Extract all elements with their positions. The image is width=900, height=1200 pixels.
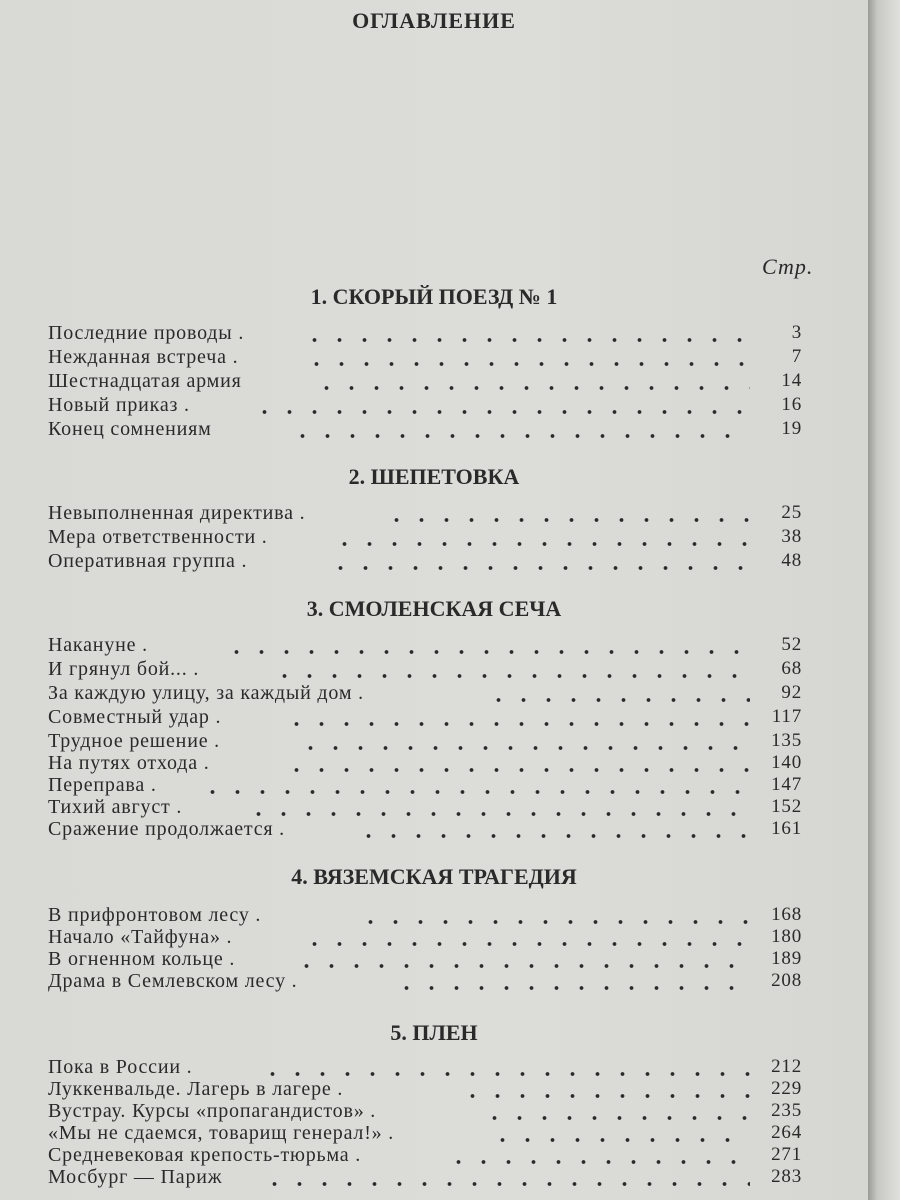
toc-page-number: 264 (771, 1122, 802, 1143)
toc-entry-title: Средневековая крепость-тюрьма . (48, 1144, 362, 1166)
dot-leader (260, 1056, 750, 1078)
toc-entry[interactable] (48, 796, 802, 818)
toc-page-number: 161 (771, 818, 802, 839)
dot-leader (486, 682, 750, 704)
toc-page-number: 117 (771, 706, 802, 727)
dot-leader (224, 634, 750, 656)
toc-page-number: 140 (771, 752, 802, 773)
toc-page-number: 189 (771, 948, 802, 969)
toc-entry-title: Оперативная группа . (48, 550, 248, 572)
toc-entry[interactable] (48, 904, 802, 926)
toc-entry-title: Совместный удар . (48, 706, 222, 728)
toc-entry-title: Начало «Тайфуна» . (48, 926, 233, 948)
page-column-label: Стр. (762, 254, 814, 279)
toc-page-number: 271 (771, 1144, 802, 1165)
section-title: 5. ПЛЕН (390, 1020, 478, 1045)
toc-entry[interactable] (48, 706, 802, 728)
toc-page-number: 168 (771, 904, 802, 925)
toc-entry[interactable] (48, 550, 802, 572)
toc-entry-title: Накануне . (48, 634, 148, 656)
toc-entry[interactable] (48, 682, 802, 704)
toc-entry-title: Сражение продолжается . (48, 818, 285, 840)
dot-leader (304, 346, 750, 368)
toc-entry-title: Мера ответственности . (48, 526, 268, 548)
toc-page-number: 3 (791, 322, 802, 343)
toc-heading: ОГЛАВЛЕНИЕ (352, 8, 516, 33)
toc-entry-title: Невыполненная директива . (48, 502, 306, 524)
toc-page-number: 135 (771, 730, 802, 751)
toc-entry[interactable] (48, 818, 802, 840)
toc-entry-title: Шестнадцатая армия (48, 370, 242, 392)
toc-entry[interactable] (48, 394, 802, 416)
dot-leader (262, 1166, 750, 1188)
dot-leader (252, 394, 750, 416)
toc-page-number: 19 (781, 418, 802, 439)
toc-page-number: 7 (791, 346, 802, 367)
toc-page-number: 52 (781, 634, 802, 655)
dot-leader (328, 550, 750, 572)
dot-leader (460, 1078, 750, 1100)
toc-page-number: 38 (781, 526, 802, 547)
toc-entry[interactable] (48, 658, 802, 680)
toc-entry-title: За каждую улицу, за каждый дом . (48, 682, 364, 704)
toc-entry-title: Пока в России . (48, 1056, 193, 1078)
toc-entry[interactable] (48, 1122, 802, 1144)
toc-entry[interactable] (48, 1166, 802, 1188)
toc-entry-title: Луккенвальде. Лагерь в лагере . (48, 1078, 344, 1100)
toc-entry-title: Драма в Семлевском лесу . (48, 970, 298, 992)
dot-leader (356, 818, 750, 840)
dot-leader (490, 1122, 750, 1144)
toc-entry-title: Переправа . (48, 774, 157, 796)
toc-page-number: 235 (771, 1100, 802, 1121)
dot-leader (332, 526, 750, 548)
toc-page-number: 152 (771, 796, 802, 817)
section-title: 2. ШЕПЕТОВКА (348, 464, 520, 489)
toc-page-number: 147 (771, 774, 802, 795)
toc-entry-title: Трудное решение . (48, 730, 220, 752)
dot-leader (272, 658, 750, 680)
toc-entry[interactable] (48, 346, 802, 368)
toc-entry[interactable] (48, 1056, 802, 1078)
toc-entry[interactable] (48, 418, 802, 440)
dot-leader (290, 418, 750, 440)
toc-entry-title: Новый приказ . (48, 394, 190, 416)
toc-entry[interactable] (48, 774, 802, 796)
toc-entry[interactable] (48, 970, 802, 992)
section-title: 3. СМОЛЕНСКАЯ СЕЧА (306, 596, 562, 621)
toc-page-number: 25 (781, 502, 802, 523)
toc-entry[interactable] (48, 948, 802, 970)
toc-page-number: 212 (771, 1056, 802, 1077)
section-title: 4. ВЯЗЕМСКАЯ ТРАГЕДИЯ (291, 864, 577, 889)
toc-entry-title: Тихий август . (48, 796, 183, 818)
toc-entry-title: Вустрау. Курсы «пропагандистов» . (48, 1100, 377, 1122)
dot-leader (358, 904, 750, 926)
dot-leader (298, 730, 750, 752)
toc-page-number: 92 (781, 682, 802, 703)
toc-page-number: 14 (781, 370, 802, 391)
toc-entry[interactable] (48, 526, 802, 548)
dot-leader (314, 370, 750, 392)
dot-leader (394, 970, 750, 992)
toc-page-number: 283 (771, 1166, 802, 1187)
toc-entry-title: Последние проводы . (48, 322, 245, 344)
toc-entry-title: Конец сомнениям (48, 418, 212, 440)
dot-leader (384, 502, 750, 524)
dot-leader (446, 1144, 750, 1166)
toc-entry[interactable] (48, 730, 802, 752)
toc-page-number: 48 (781, 550, 802, 571)
dot-leader (246, 796, 750, 818)
toc-entry[interactable] (48, 1144, 802, 1166)
toc-entry[interactable] (48, 502, 802, 524)
toc-page-number: 208 (771, 970, 802, 991)
dot-leader (200, 774, 750, 796)
toc-entry-title: Нежданная встреча . (48, 346, 239, 368)
toc-entry[interactable] (48, 370, 802, 392)
dot-leader (302, 926, 750, 948)
toc-entry[interactable] (48, 926, 802, 948)
toc-entry[interactable] (48, 1078, 802, 1100)
dot-leader (294, 948, 750, 970)
toc-entry-title: В прифронтовом лесу . (48, 904, 262, 926)
toc-entry-title: И грянул бой... . (48, 658, 200, 680)
page-edge (868, 0, 900, 1200)
toc-page-number: 68 (781, 658, 802, 679)
toc-entry-title: «Мы не сдаемся, товарищ генерал!» . (48, 1122, 395, 1144)
dot-leader (482, 1100, 750, 1122)
toc-entry-title: В огненном кольце . (48, 948, 236, 970)
toc-entry-title: Мосбург — Париж (48, 1166, 223, 1188)
toc-page-number: 229 (771, 1078, 802, 1099)
toc-entry[interactable] (48, 752, 802, 774)
toc-page-number: 180 (771, 926, 802, 947)
toc-page-number: 16 (781, 394, 802, 415)
toc-entry[interactable] (48, 1100, 802, 1122)
toc-entry[interactable] (48, 322, 802, 344)
toc-entry-title: На путях отхода . (48, 752, 210, 774)
dot-leader (284, 752, 750, 774)
dot-leader (302, 322, 750, 344)
dot-leader (284, 706, 750, 728)
toc-entry[interactable] (48, 634, 802, 656)
section-title: 1. СКОРЫЙ ПОЕЗД № 1 (310, 284, 558, 309)
